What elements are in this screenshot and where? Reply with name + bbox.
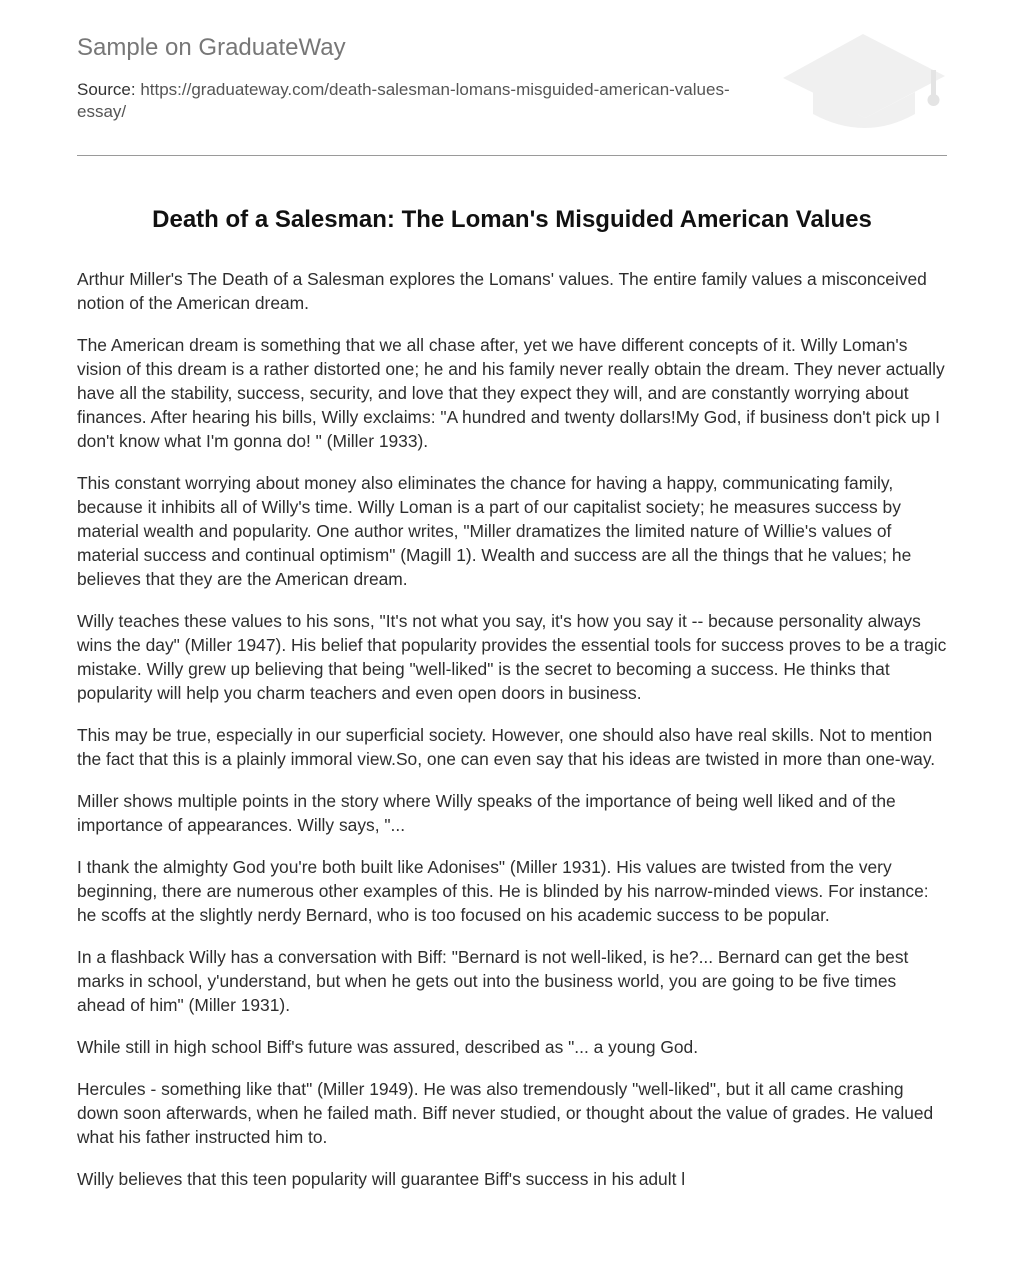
paragraph: The American dream is something that we all chase after, yet we have different concepts of it. Willy Loman's vision of this dream is a rather distorted one; he and his family never really obtain the dream. They never actually have all the stability, success, security, and love that they expect they will, and are constantly worrying about finances. After hearing his bills, Willy exclaims: "A hundred and twenty dollars!My God, if business don't pick up I don't know what I'm gonna do! " (Miller 1933). [77,335,945,451]
header-divider [77,155,947,156]
essay-body [77,267,947,1209]
paragraph: Arthur Miller's The Death of a Salesman explores the Lomans' values. The entire family values a misconceived notion of the American dream. [77,269,927,313]
paragraph: This may be true, especially in our superficial society. However, one should also have real skills. Not to mention the fact that this is a plainly immoral view.So, one can even say that his ideas are twisted in more than one-way. [77,725,936,769]
graduation-cap-icon [781,30,947,134]
paragraph: I thank the almighty God you're both built like Adonises" (Miller 1931). His values are twisted from the very beginning, there are numerous other examples of this. He is blinded by his narrow-minded views. For instance: he scoffs at the slightly nerdy Bernard, who is too focused on his academic success to be popular. [77,857,929,925]
paragraph: Willy believes that this teen popularity will guarantee Biff's success in his adult l [77,1169,686,1189]
site-brand: Sample on GraduateWay [77,34,346,61]
paragraph: While still in high school Biff's future was assured, described as "... a young God. [77,1037,699,1057]
paragraph: This constant worrying about money also eliminates the chance for having a happy, communicating family, because it inhibits all of Willy's time. Willy Loman is a part of our capitalist society; he measures success by material wealth and popularity. One author writes, "Miller dramatizes the limited nature of Willie's values of material success and continual optimism" (Magill 1). Wealth and success are all the things that he values; he believes that they are the American dream. [77,473,912,589]
paragraph: Hercules - something like that" (Miller 1949). He was also tremendously "well-liked", but it all came crashing down soon afterwards, when he failed math. Biff never studied, or thought about the value of grades. He valued what his father instructed him to. [77,1079,934,1147]
paragraph: In a flashback Willy has a conversation with Biff: "Bernard is not well-liked, is he?... Bernard can get the best marks in school, y'understand, but when he gets out into the business world, you are going to be five times ahead of him" (Miller 1931). [77,947,909,1015]
paragraph: Willy teaches these values to his sons, "It's not what you say, it's how you say it -- because personality always wins the day" (Miller 1947). His belief that popularity provides the essential tools for success proves to be a tragic mistake. Willy grew up believing that being "well-liked" is the secret to becoming a success. He thinks that popularity will help you charm teachers and even open doors in business. [77,611,947,703]
source-label: Source: [77,80,136,99]
page-header [77,30,947,156]
essay-title: Death of a Salesman: The Loman's Misguided American Values [152,206,872,233]
source-link[interactable]: https://graduateway.com/death-salesman-lomans-misguided-american-values-essay/ [77,80,730,121]
source-line [77,79,777,123]
paragraph: Miller shows multiple points in the story where Willy speaks of the importance of being well liked and of the importance of appearances. Willy says, "... [77,791,896,835]
